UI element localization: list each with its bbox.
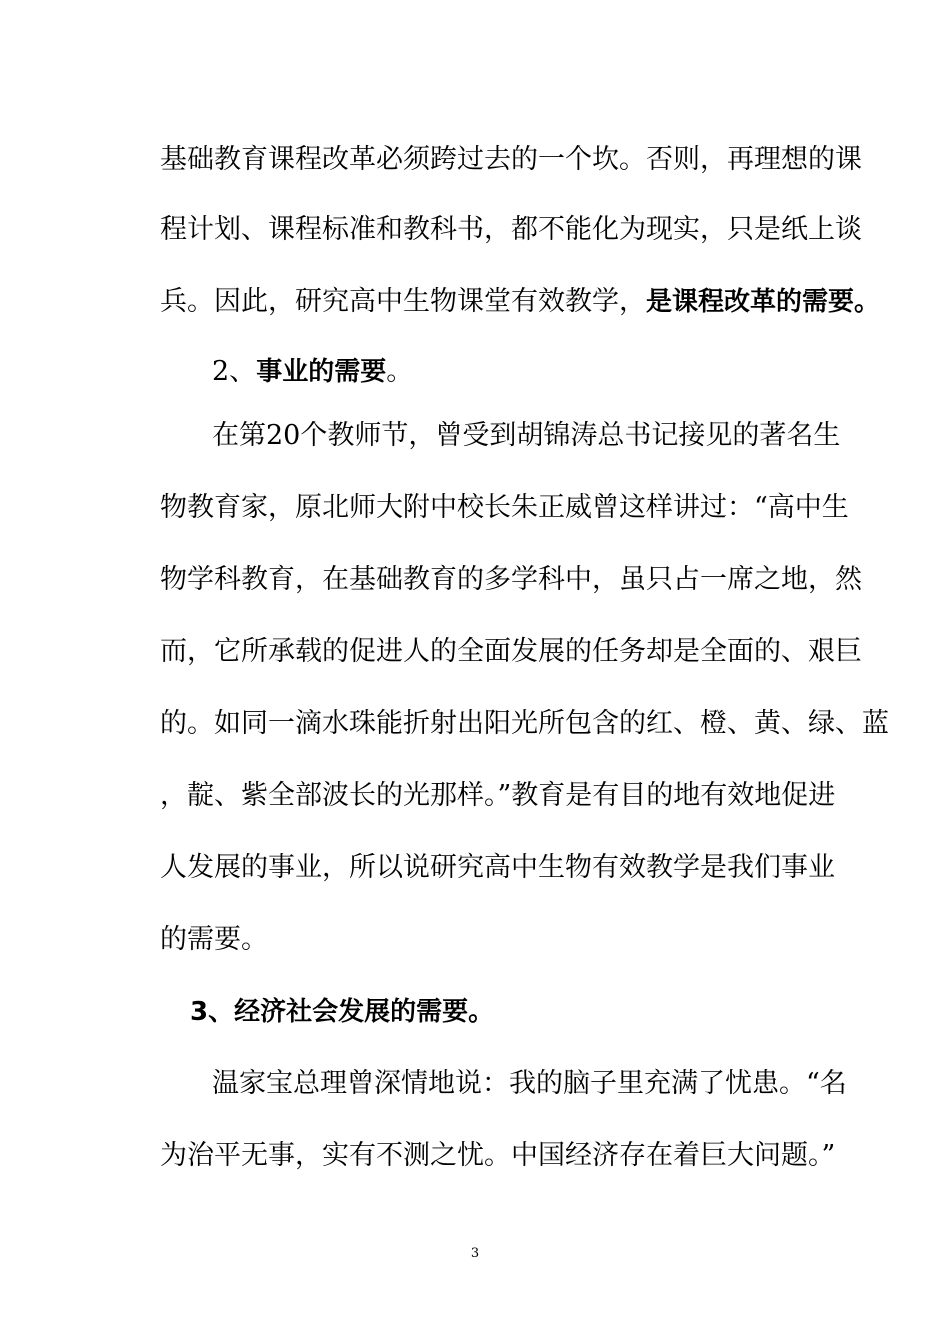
paragraph-1-emphasis: 是课程改革的需要。 — [646, 287, 881, 317]
page-number: 3 — [470, 1246, 480, 1261]
paragraph-2-line-1: 在第20个教师节，曾受到胡锦涛总书记接见的著名生 — [212, 420, 841, 451]
section-heading-3: 3、经济社会发展的需要。 — [190, 997, 495, 1027]
paragraph-2-line-7: 人发展的事业，所以说研究高中生物有效教学是我们事业 — [160, 852, 835, 883]
paragraph-2-line-2: 物教育家，原北师大附中校长朱正威曾这样讲过：“高中生 — [160, 492, 849, 523]
paragraph-2-line-6: ，靛、紫全部波长的光那样。”教育是有目的地有效地促进 — [160, 780, 836, 811]
paragraph-2-line-3: 物学科教育，在基础教育的多学科中，虽只占一席之地，然 — [160, 564, 862, 595]
paragraph-1-line-3-text: 兵。因此，研究高中生物课堂有效教学， — [160, 286, 646, 317]
paragraph-1-line-2: 程计划、课程标准和教科书，都不能化为现实，只是纸上谈 — [160, 214, 862, 245]
paragraph-3-line-1: 温家宝总理曾深情地说：我的脑子里充满了忧患。“名 — [212, 1068, 847, 1099]
paragraph-2-line-8: 的需要。 — [160, 924, 268, 955]
section-heading-2 — [212, 354, 820, 390]
section-heading-2-number: 2、 — [212, 356, 257, 387]
paragraph-3-line-2: 为治平无事，实有不测之忧。中国经济存在着巨大问题。” — [160, 1140, 836, 1171]
paragraph-1-line-3 — [160, 284, 881, 320]
section-heading-2-suffix: 。 — [386, 356, 414, 387]
paragraph-2-line-4: 而，它所承载的促进人的全面发展的任务却是全面的、艰巨 — [160, 636, 862, 667]
paragraph-1-line-1: 基础教育课程改革必须跨过去的一个坎。否则，再理想的课 — [160, 144, 862, 175]
paragraph-2-line-5: 的。如同一滴水珠能折射出阳光所包含的红、橙、黄、绿、蓝 — [160, 708, 889, 739]
section-heading-2-title: 事业的需要 — [256, 357, 387, 387]
